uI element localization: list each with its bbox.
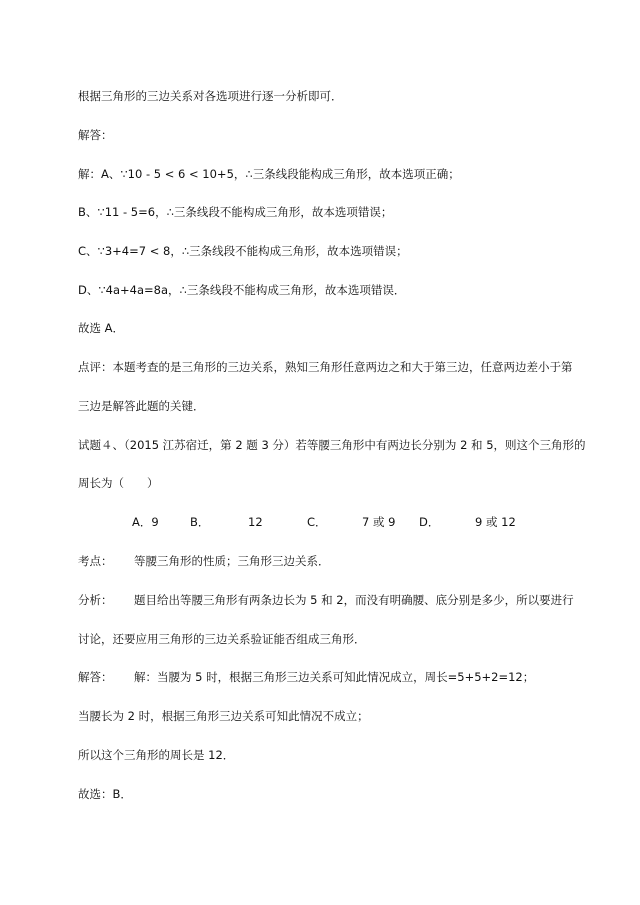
kaodian-text: 等腰三角形的性质；三角形三边关系． <box>134 554 330 568</box>
option-a: A．9 <box>132 515 159 529</box>
answer-line-b: B、∵11 - 5=6，∴三条线段不能构成三角形，故本选项错误； <box>78 205 393 219</box>
comment-line-2: 三边是解答此题的关键． <box>78 399 205 413</box>
analysis-line: 根据三角形的三边关系对各选项进行逐一分析即可． <box>78 89 343 103</box>
jieda-line-2: 当腰长为 2 时，根据三角形三边关系可知此情况不成立； <box>78 709 369 723</box>
answer-choice: 故选 A． <box>78 321 125 335</box>
jieda-text: 解：当腰为 5 时，根据三角形三边关系可知此情况成立，周长=5+5+2=12； <box>134 670 535 684</box>
kaodian-term: 考点： <box>78 554 113 568</box>
option-d-letter: D． <box>419 515 440 529</box>
jieda-line-1 <box>78 669 534 685</box>
fenxi-term: 分析： <box>78 593 113 607</box>
jieda-line-3: 所以这个三角形的周长是 12． <box>78 748 235 762</box>
option-d-value: 9 或 12 <box>475 515 516 529</box>
option-b-value: 12 <box>248 515 263 529</box>
option-c-value: 7 或 9 <box>362 515 396 529</box>
answer-line-a: 解：A、∵10 - 5 < 6 < 10+5，∴三条线段能构成三角形，故本选项正确； <box>78 167 460 181</box>
answer-heading: 解答： <box>78 128 113 142</box>
jieda-term: 解答： <box>78 670 113 684</box>
answer-line-d: D、∵4a+4a=8a，∴三条线段不能构成三角形，故本选项错误． <box>78 283 406 297</box>
fenxi-line-1 <box>78 592 574 608</box>
comment-line-1: 点评：本题考查的是三角形的三边关系，熟知三角形任意两边之和大于第三边，任意两边差小于第 <box>78 360 573 374</box>
option-b-letter: B． <box>190 515 210 529</box>
question-line-2: 周长为（ ） <box>78 476 159 490</box>
answer-line-c: C、∵3+4=7 < 8，∴三条线段不能构成三角形，故本选项错误； <box>78 244 408 258</box>
question-line-1: 试题４、（2015 江苏宿迁，第 2 题 3 分）若等腰三角形中有两边长分别为 2 和 5，则这个三角形的 <box>78 438 586 452</box>
option-c-letter: C． <box>307 515 327 529</box>
fenxi-line-2: 讨论，还要应用三角形的三边关系验证能否组成三角形． <box>78 632 366 646</box>
kaodian-line <box>78 553 330 569</box>
jieda-line-4: 故选：B． <box>78 787 132 801</box>
fenxi-text: 题目给出等腰三角形有两条边长为 5 和 2，而没有明确腰、底分别是多少，所以要进行 <box>134 593 574 607</box>
